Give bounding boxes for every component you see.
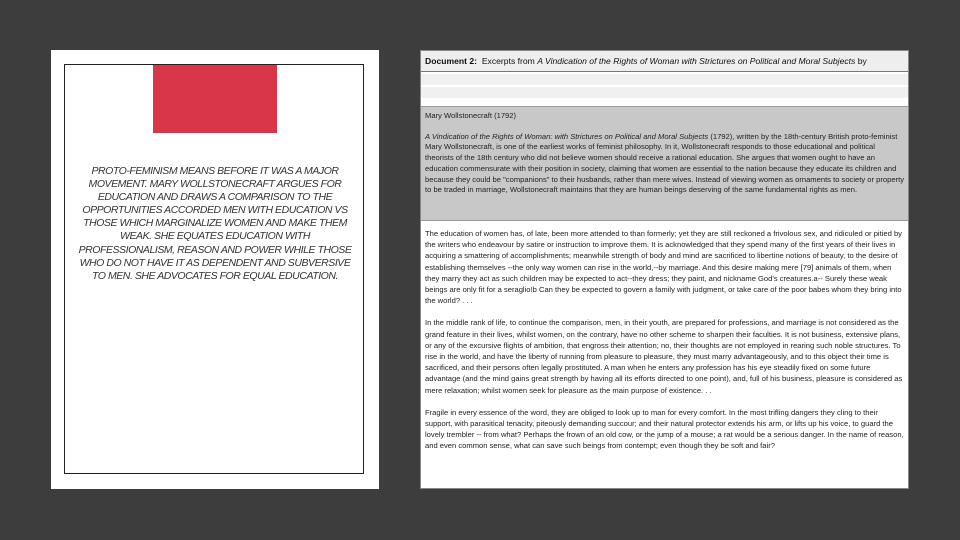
document-label: Document 2: xyxy=(425,56,478,66)
document-excerpt xyxy=(420,50,909,489)
intro-title: A Vindication of the Rights of Woman: with Strictures on Political and Moral Subjects xyxy=(425,131,709,141)
document-heading-suffix: by xyxy=(857,56,867,66)
excerpt-paragraph: In the middle rank of life, to continue the comparison, men, in their youth, are prepared for professions, and marriage is not considered as the grand feature in their lives, whilst women, on the contrary, have no other scheme to sharpen their faculties. It is not business, extensive plans, or any of the excursive flights of ambition, that engross their attention; no, their thoughts are not employed in rearing such noble structures. To rise in the world, and have the liberty of running from pleasure to pleasure, they must marry advantageously, and to this object their time is sacrificed, and their persons often legally prostituted. A man when he enters any profession has his eye steadily fixed on some future advantage (and the mind gains great strength by having all its efforts directed to one point), and, full of his business, pleasure is considered as mere relaxation; whilst women seek for pleasure as the main purpose of existence. . . xyxy=(425,318,903,395)
blank-row xyxy=(421,74,908,85)
intro-box xyxy=(421,106,908,221)
excerpt-paragraph: Fragile in every essence of the word, they are obliged to look up to man for every comfort. In the most trifling dangers they cling to their support, with parasitical tenacity, piteously demanding succour; and their natural protector extends his arm, or lifts up his voice, to guard the lovely trembler -- from what? Perhaps the frown of an old cow, or the jump of a mouse; a rat would be a serious danger. In the name of reason, and even common sense, what can save such beings from contempt; even though they be soft and fair? xyxy=(425,407,904,451)
excerpt-paragraph: The education of women has, of late, been more attended to than formerly; yet they are still reckoned a frivolous sex, and ridiculed or pitied by the writers who endeavour by satire or instruction to improve them. It is acknowledged that they spend many of the first years of their lives in acquiring a smattering of accomplishments; meanwhile strength of body and mind are sacrificed to libertine notions of beauty, to the desire of establishing themselves --the only way women can rise in the world,--by marriage. And this desire making mere [79] animals of them, when they marry they act as such children may be expected to act--they dress; they paint, and nickname God's creatures.a-- Surely these weak beings are only fit for a seraglio!b Can they be expected to govern a family with judgment, or take care of the poor babes whom they bring into the world? . . . xyxy=(425,229,902,306)
summary-slide-panel xyxy=(51,50,379,489)
intro-text: (1792), written by the 18th-century British proto-feminist Mary Wollstonecraft, is one of the earliest works of feminist philosophy. In it, Wollstonecraft responds to those educational and political theorists of the 18th century who did not believe women should receive a rational education. She argues that women ought to have an education commensurate with their position in society, claiming that women are essential to the nation because they educate its children and because they could be "companions" to their husbands, rather than mere wives. Instead of viewing women as ornaments to society or property to be traded in marriage, Wollstonecraft maintains that they are human beings deserving of the same fundamental rights as men. xyxy=(425,131,904,195)
blank-row xyxy=(421,87,908,98)
author-line: Mary Wollstonecraft (1792) xyxy=(425,111,517,120)
excerpt-body xyxy=(425,228,904,463)
summary-frame xyxy=(64,64,364,474)
document-header xyxy=(421,51,908,72)
intro-paragraph xyxy=(425,132,904,196)
document-heading-prefix: Excerpts from xyxy=(481,56,535,66)
document-heading-title: A Vindication of the Rights of Woman with Strictures on Political and Moral Subjects xyxy=(537,56,856,66)
red-accent-block xyxy=(153,65,277,133)
document-title xyxy=(425,56,867,66)
summary-text: PROTO-FEMINISM MEANS BEFORE IT WAS A MAJOR MOVEMENT. MARY WOLLSTONECRAFT ARGUES FOR EDUCATION AND DRAWS A COMPARISON TO THE OPPORTUNITIES ACCORDED MEN WITH EDUCATION VS THOSE WHICH MARGINALIZE WOMEN AND MAKE THEM WEAK. SHE EQUATES EDUCATION WITH PROFESSIONALISM, REASON AND POWER WHILE THOSE WHO DO NOT HAVE IT AS DEPENDENT AND SUBVERSIVE TO MEN. SHE ADVOCATES FOR EQUAL EDUCATION. xyxy=(78,165,352,282)
